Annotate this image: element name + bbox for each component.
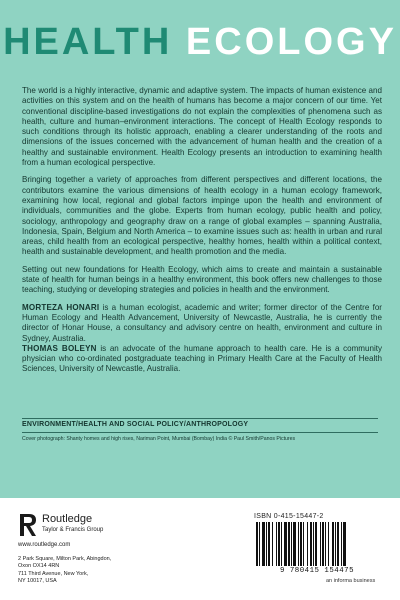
isbn-label: ISBN 0-415-15447-2 — [254, 513, 324, 520]
informa-text: an informa business — [326, 578, 376, 584]
address-line: 2 Park Square, Milton Park, Abingdon, — [18, 556, 112, 562]
routledge-logo-icon — [18, 512, 38, 538]
subject-rule-top — [22, 418, 378, 419]
photo-credit: Cover photograph: Shanty homes and high rises, Nariman Point, Mumbai (Bombay) India © Paul Smith/Panos Pictures — [22, 436, 296, 442]
blurb — [22, 86, 382, 385]
publisher-group: Taylor & Francis Group — [42, 527, 104, 533]
title-word-ecology: ECOLOGY — [185, 21, 397, 63]
author-bio-text-1: is a human ecologist, academic and writer; former director of the Centre for Human Ecology and Health Advancement, University of Newcastle, Australia, he is currently the director of Honar House, a consultancy and advisory centre on health, environment and culture in Sydney, Australia. — [22, 302, 382, 343]
blurb-paragraph-1: The world is a highly interactive, dynamic and adaptive system. The impacts of human existence and activities on this system and on the health of humans has become a major concern of our time. Yet conventional discipline-based investigations do not explain the complexities of phenomena such as health, culture and human–environment interactions. The concept of Health Ecology responds to such conditions through its holistic approach, enabling a clearer understanding of the roots and dimensions of the issues concerned with the advancement of human health and the creation of a healthy and sustainable environment. Health Ecology presents an introduction to examining health from a human ecological perspective. — [22, 86, 382, 168]
author-bio-text-2: is an advocate of the humane approach to health care. He is a community physician who co-ordinated postgraduate teaching in Primary Health Care at the Faculty of Health Sciences, University of Newcastle, Australia. — [22, 343, 382, 374]
barcode-number: 9 780415 154475 — [279, 567, 355, 575]
title-word-health: HEALTH — [3, 21, 173, 63]
subject-line: ENVIRONMENT/HEALTH AND SOCIAL POLICY/ANTHROPOLOGY — [22, 421, 249, 428]
author-bio-1 — [22, 303, 382, 344]
author-name-1: MORTEZA HONARI — [22, 302, 100, 312]
address-line: NY 10017, USA — [18, 577, 57, 584]
book-title — [0, 20, 400, 64]
blurb-paragraph-2: Bringing together a variety of approaches from different perspectives and different locations, the contributors examine the various dimensions of health ecology in a human ecology framework, examining how local, regional and global factors impinge upon the health and environment of individuals, communities and the globe. Experts from human ecology, public health and policy, sociology, anthropology and geography draw on a range of global examples – spanning Australia, Indonesia, Spain, Belgium and North America – to examine issues such as: health in urban and rural areas, child health from an ecological perspective, healthy homes, health within a political context, health and sustainable development, and health promotion and the media. — [22, 175, 382, 257]
author-name-2: THOMAS BOLEYN — [22, 343, 97, 353]
barcode-icon — [254, 522, 380, 566]
publisher-address — [18, 556, 158, 585]
address-line: 711 Third Avenue, New York, — [18, 570, 89, 577]
blurb-paragraph-3: Setting out new foundations for Health Ecology, which aims to create and maintain a sustainable state of health for human beings in a healthy environment, this book offers new challenges to those teaching, studying or developing strategies and policies in health and the environment. — [22, 264, 382, 295]
publisher-website: www.routledge.com — [18, 542, 71, 548]
subject-rule-bottom — [22, 432, 378, 433]
author-bio-2 — [22, 344, 382, 375]
informa-tagline — [326, 578, 375, 584]
address-line: Oxon OX14 4RN — [18, 563, 60, 570]
publisher-name: Routledge — [42, 513, 93, 525]
